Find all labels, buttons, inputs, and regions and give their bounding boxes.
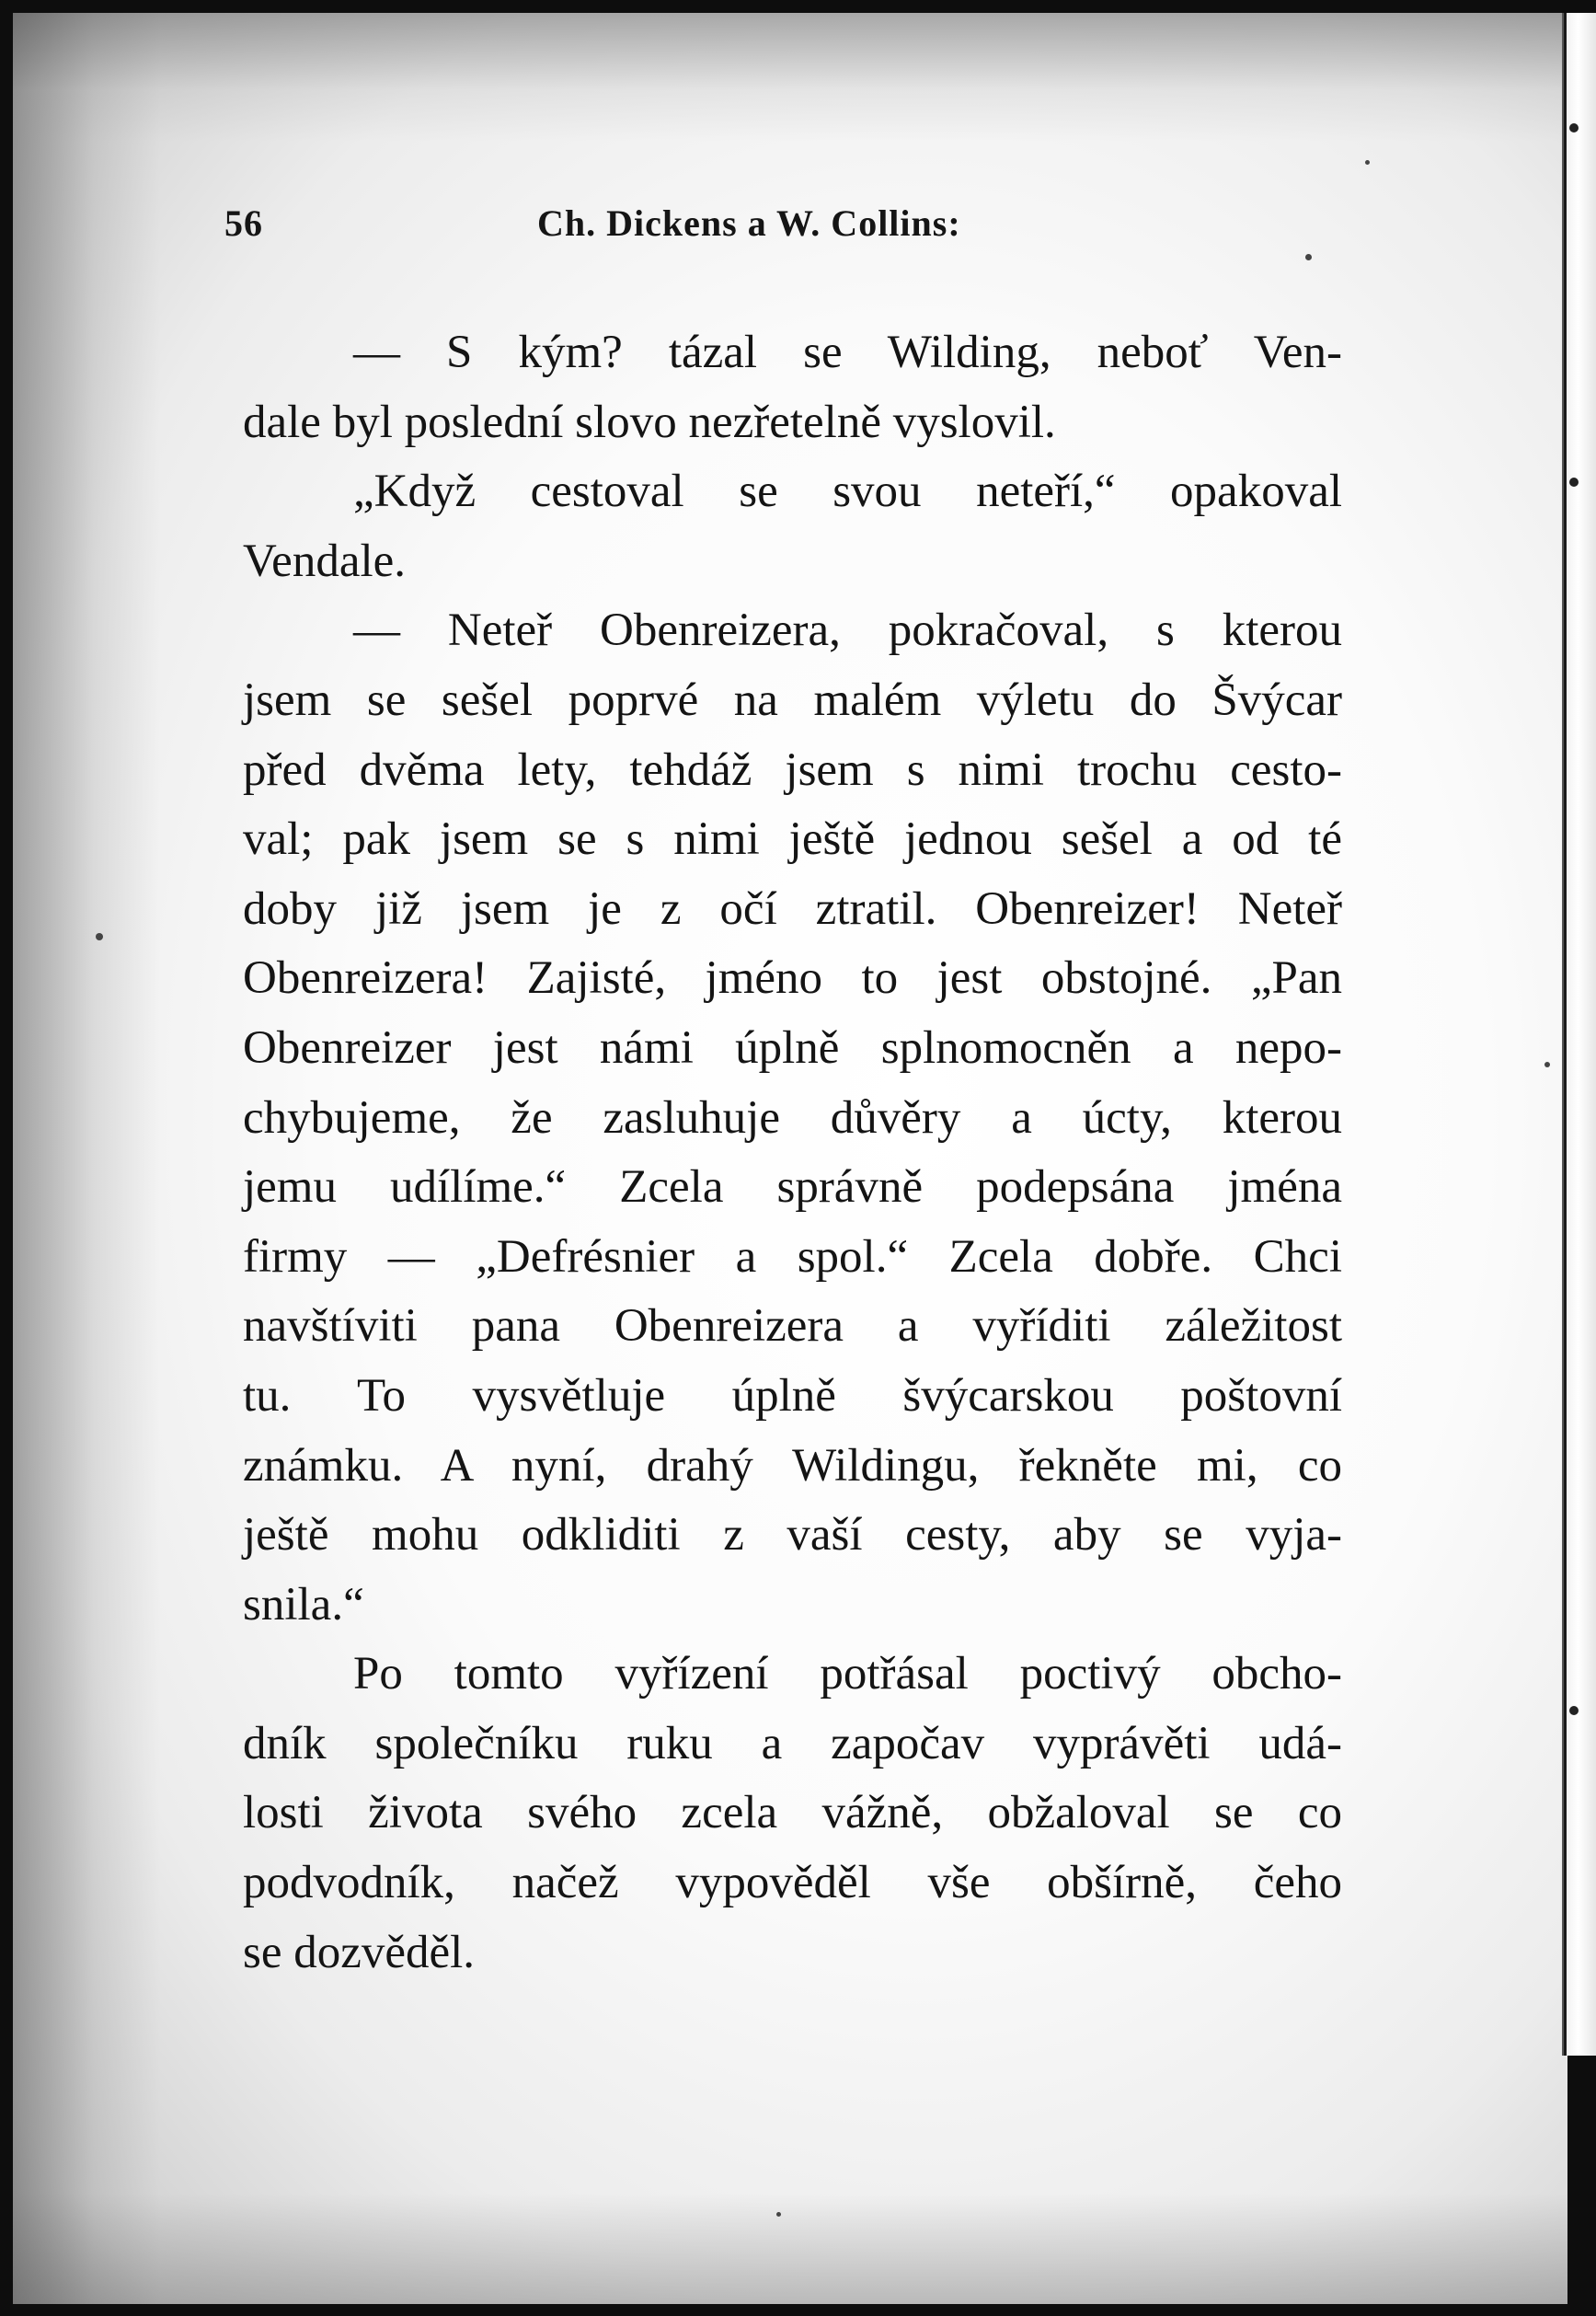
binding-mark <box>1569 478 1579 487</box>
text-line: jemu udílíme.“ Zcela správně podepsána jména <box>243 1161 1342 1214</box>
scan-speck <box>96 933 103 940</box>
text-line: dník společníku ruku a započav vyprávěti udá- <box>243 1717 1342 1769</box>
paragraph <box>243 457 1342 596</box>
text-line: firmy — „Defrésnier a spol.“ Zcela dobře. Chci <box>243 1230 1342 1283</box>
scan-speck <box>1365 160 1370 165</box>
text-line: ještě mohu odkliditi z vaší cesty, aby se vyja- <box>243 1509 1342 1561</box>
text-line: navštíviti pana Obenreizera a vyříditi záležitost <box>243 1300 1342 1353</box>
text-line: podvodník, načež vypověděl vše obšírně, čeho <box>243 1857 1342 1909</box>
text-line: „Když cestoval se svou neteří,“ opakoval <box>353 466 1342 518</box>
binding-mark <box>1569 1706 1579 1715</box>
text-line: — Neteř Obenreizera, pokračoval, s kterou <box>353 605 1342 657</box>
text-line: Obenreizera! Zajisté, jméno to jest obstojné. „Pan <box>243 952 1342 1005</box>
binding-mark <box>1569 123 1579 133</box>
page-binding-edge <box>1564 13 1596 2056</box>
text-line: Vendale. <box>243 535 407 587</box>
book-page <box>13 13 1567 2304</box>
text-line: losti života svého zcela vážně, obžaloval se co <box>243 1787 1342 1839</box>
text-line: — S kým? tázal se Wilding, neboť Ven- <box>353 327 1342 378</box>
text-line: chybujeme, že zasluhuje důvěry a úcty, kterou <box>243 1091 1342 1144</box>
paragraph <box>243 596 1342 1640</box>
text-line: známku. A nyní, drahý Wildingu, řekněte mi, co <box>243 1439 1342 1492</box>
page-shadow <box>13 2194 1567 2304</box>
paragraph <box>243 318 1342 457</box>
text-line: před dvěma lety, tehdáž jsem s nimi trochu cesto- <box>243 743 1342 796</box>
body-text <box>243 318 1342 1988</box>
text-line: snila.“ <box>243 1578 364 1630</box>
scan-speck <box>1305 254 1312 260</box>
scan-speck <box>1544 1062 1550 1067</box>
running-title: Ch. Dickens a W. Collins: <box>537 202 961 244</box>
text-line: se dozvěděl. <box>243 1926 476 1978</box>
scan-speck <box>776 2212 781 2217</box>
page-number: 56 <box>224 202 263 244</box>
text-line: tu. To vysvětluje úplně švýcarskou poštovní <box>243 1369 1342 1422</box>
text-line: Po tomto vyřízení potřásal poctivý obcho- <box>353 1648 1342 1700</box>
text-line: Obenreizer jest námi úplně splnomocněn a nepo- <box>243 1021 1342 1074</box>
text-line: dale byl poslední slovo nezřetelně vyslovil. <box>243 396 1056 448</box>
paragraph <box>243 1640 1342 1988</box>
text-line: val; pak jsem se s nimi ještě jednou sešel a od té <box>243 813 1342 866</box>
page-header <box>224 202 1052 257</box>
text-line: jsem se sešel poprvé na malém výletu do Švýcar <box>243 674 1342 726</box>
text-line: doby již jsem je z očí ztratil. Obenreizer! Neteř <box>243 882 1342 935</box>
